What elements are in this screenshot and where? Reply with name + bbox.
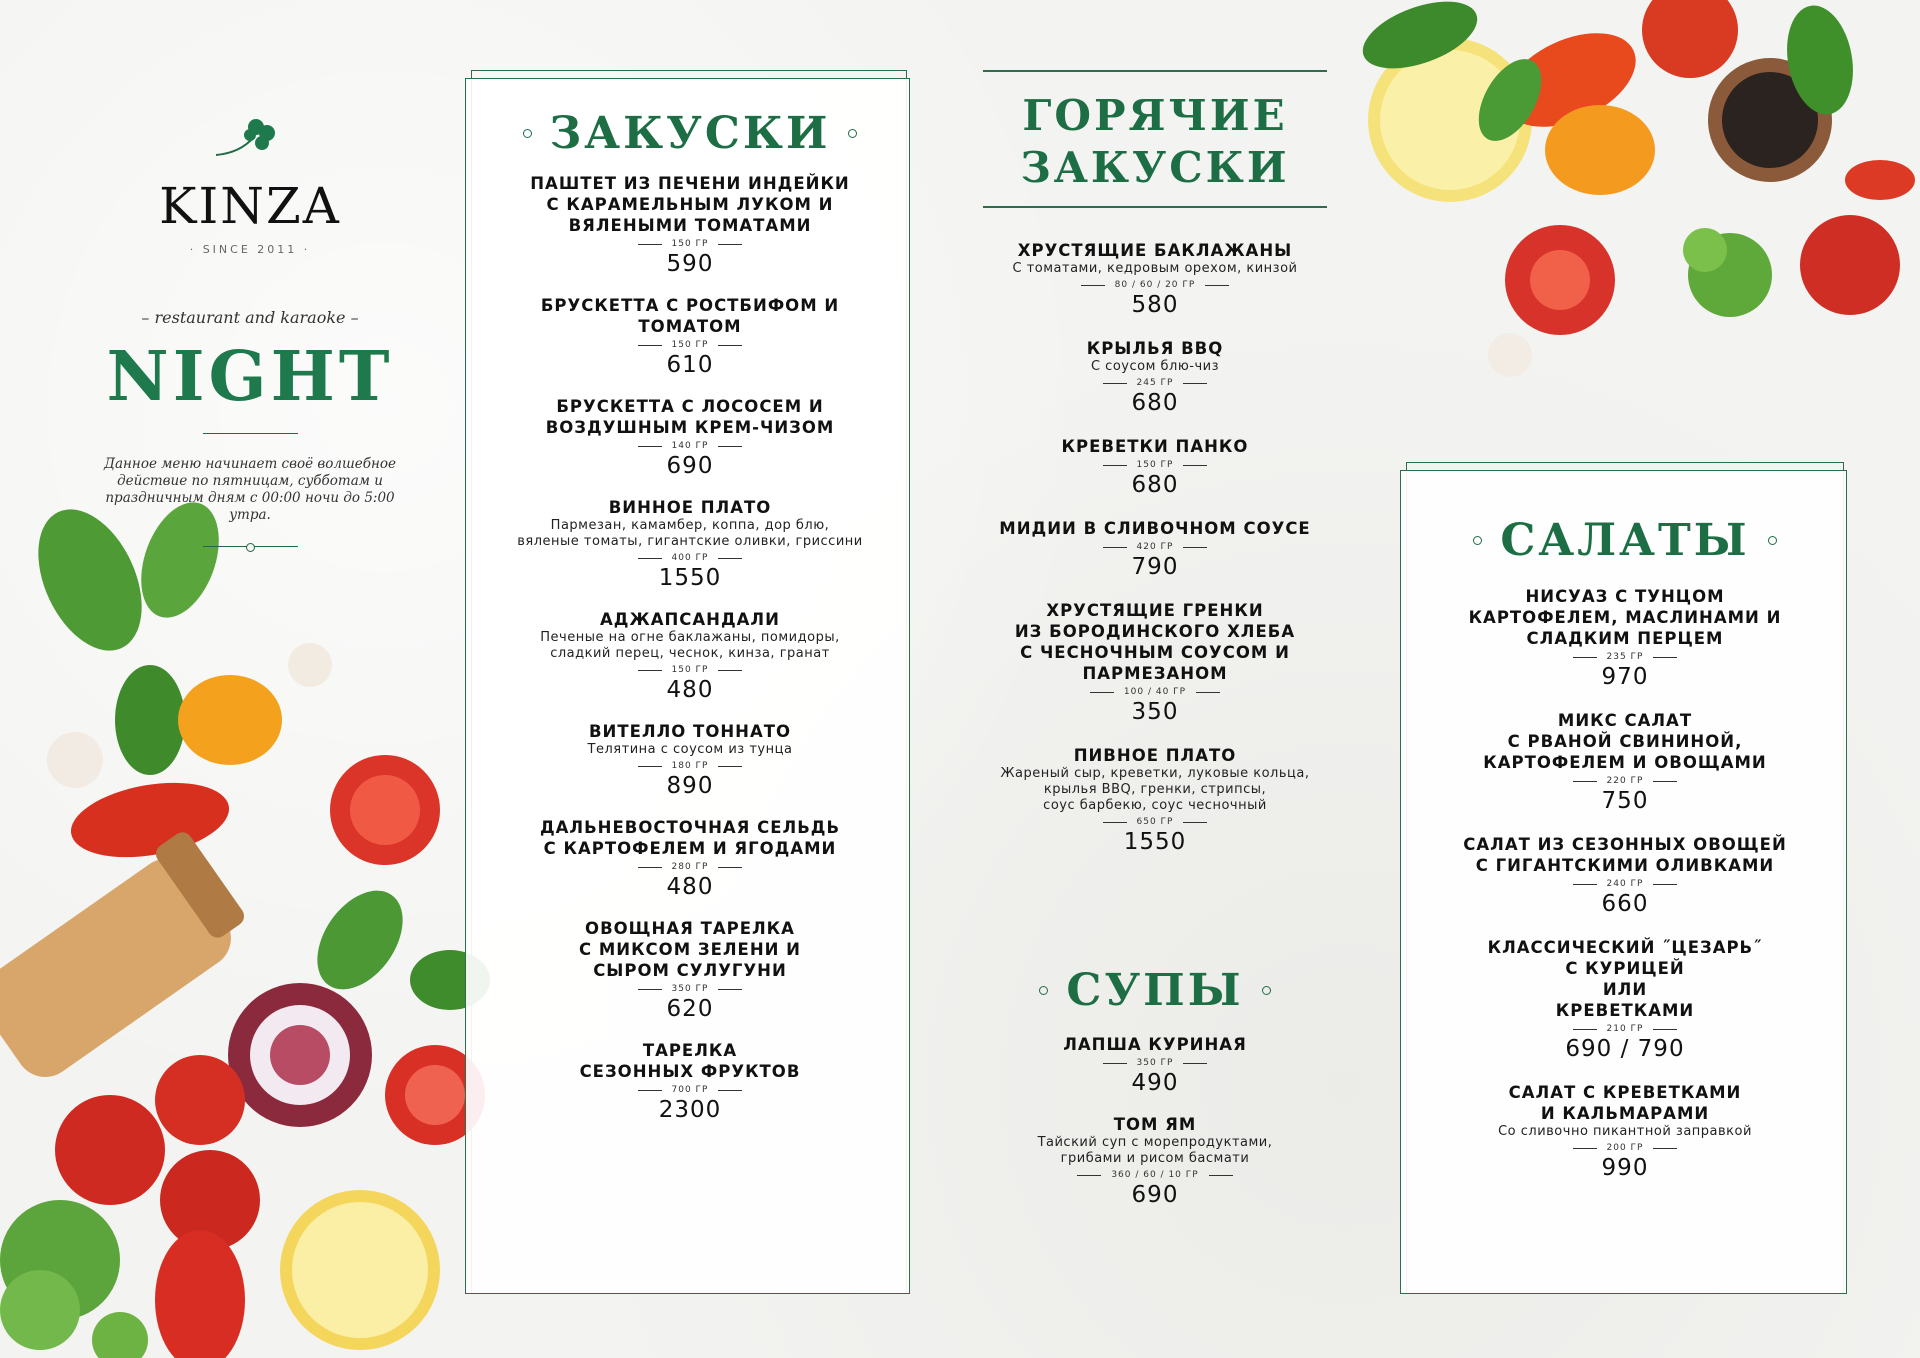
item-price: 2300 [658,1097,722,1123]
item-price: 690 [1131,1182,1179,1208]
rule-top [983,70,1327,72]
menu-headline: NIGHT [106,337,394,417]
section-title: ЗАКУСКИ [470,108,910,159]
item-description: Печеные на огне баклажаны, помидоры, сладкий перец, чеснок, кинза, гранат [540,630,840,661]
menu-item [1405,834,1845,917]
item-price: 970 [1601,664,1649,690]
item-name: ЛАПША КУРИНАЯ [1063,1035,1247,1054]
menu-item [1405,586,1845,690]
menu-item [470,173,910,277]
menu-item [975,240,1335,318]
item-weight: 150 ГР [470,665,910,675]
menu-item [975,600,1335,725]
item-price: 680 [1131,472,1179,498]
item-name: ТОМ ЯМ [1113,1115,1197,1134]
item-price: 1550 [658,565,722,591]
bullet-icon [523,129,532,138]
item-price: 890 [666,773,714,799]
section-soups [975,965,1335,1208]
item-name: БРУСКЕТТА С РОСТБИФОМ И ТОМАТОМ [540,296,840,336]
item-price: 690 [666,453,714,479]
item-list [470,173,910,1123]
menu-item [470,295,910,378]
bullet-icon [1262,986,1271,995]
brand-tagline: – restaurant and karaoke – [141,308,359,327]
item-name: МИКС САЛАТ С РВАНОЙ СВИНИНОЙ, КАРТОФЕЛЕМ И ОВОЩАМИ [1483,711,1767,772]
menu-item [470,497,910,591]
section-zakuski [470,108,910,1123]
divider [203,546,298,547]
item-price: 490 [1131,1070,1179,1096]
item-price: 580 [1131,292,1179,318]
item-weight: 200 ГР [1405,1143,1845,1153]
item-price: 480 [666,677,714,703]
item-weight: 350 ГР [975,1058,1335,1068]
item-price: 690 / 790 [1565,1036,1685,1062]
menu-item [470,1040,910,1123]
item-name: АДЖАПСАНДАЛИ [600,610,780,629]
item-price: 1550 [1123,829,1187,855]
item-description: Телятина с соусом из тунца [587,742,793,757]
item-list [975,1034,1335,1208]
list-hot-wrap [975,240,1335,855]
item-name: ПАШТЕТ ИЗ ПЕЧЕНИ ИНДЕЙКИ С КАРАМЕЛЬНЫМ ЛУКОМ И ВЯЛЕНЫМИ ТОМАТАМИ [530,174,850,235]
menu-item [1405,1082,1845,1181]
item-weight: 650 ГР [975,817,1335,827]
section-title: ГОРЯЧИЕ ЗАКУСКИ [1020,91,1290,192]
menu-item [1405,937,1845,1062]
item-name: КРЕВЕТКИ ПАНКО [1061,437,1249,456]
section-salads [1405,515,1845,1181]
item-weight: 180 ГР [470,761,910,771]
item-weight: 700 ГР [470,1085,910,1095]
item-list [975,240,1335,855]
item-weight: 150 ГР [470,340,910,350]
menu-item [975,518,1335,580]
menu-item [975,1034,1335,1096]
menu-item [470,918,910,1022]
item-name: ПИВНОЕ ПЛАТО [1073,746,1237,765]
item-weight: 100 / 40 ГР [975,687,1335,697]
menu-item [975,745,1335,855]
brand-block [90,115,410,547]
brand-since: · SINCE 2011 · [189,243,311,256]
bullet-icon [1768,536,1777,545]
menu-item [975,436,1335,498]
cilantro-logo-icon [210,115,290,163]
brand-name: KINZA [159,177,341,235]
item-price: 610 [666,352,714,378]
item-weight: 280 ГР [470,862,910,872]
item-description: Со сливочно пикантной заправкой [1498,1124,1752,1139]
item-description: Тайский суп с морепродуктами, грибами и рисом басмати [1037,1135,1273,1166]
section-hot [985,90,1325,194]
item-weight: 150 ГР [470,239,910,249]
item-weight: 235 ГР [1405,652,1845,662]
item-weight: 140 ГР [470,441,910,451]
item-name: ТАРЕЛКА СЕЗОННЫХ ФРУКТОВ [579,1041,801,1081]
item-name: ХРУСТЯЩИЕ БАКЛАЖАНЫ [1017,241,1293,260]
item-price: 350 [1131,699,1179,725]
item-weight: 350 ГР [470,984,910,994]
item-name: НИСУАЗ С ТУНЦОМ КАРТОФЕЛЕМ, МАСЛИНАМИ И СЛАДКИМ ПЕРЦЕМ [1468,587,1782,648]
item-description: С томатами, кедровым орехом, кинзой [1012,261,1298,276]
item-name: ДАЛЬНЕВОСТОЧНАЯ СЕЛЬДЬ С КАРТОФЕЛЕМ И ЯГОДАМИ [539,818,841,858]
item-price: 620 [666,996,714,1022]
item-description: С соусом блю-чиз [1090,359,1220,374]
bullet-icon [1039,986,1048,995]
item-price: 680 [1131,390,1179,416]
item-name: КЛАССИЧЕСКИЙ ˝ЦЕЗАРЬ˝ С КУРИЦЕЙ ИЛИ КРЕВЕТКАМИ [1487,938,1763,1020]
item-name: КРЫЛЬЯ BBQ [1086,339,1224,358]
section-title: СУПЫ [975,965,1335,1016]
item-weight: 80 / 60 / 20 ГР [975,280,1335,290]
item-weight: 420 ГР [975,542,1335,552]
item-name: ВИТЕЛЛО ТОННАТО [588,722,792,741]
item-weight: 240 ГР [1405,879,1845,889]
menu-intro: Данное меню начинает своё волшебное действие по пятницам, субботам и праздничным дням с 00:00 ночи до 5:00 утра. [104,456,396,523]
bullet-icon [848,129,857,138]
item-name: САЛАТ С КРЕВЕТКАМИ И КАЛЬМАРАМИ [1508,1083,1742,1123]
menu-item [470,396,910,479]
item-description: Жареный сыр, креветки, луковые кольца, крылья BBQ, гренки, стрипсы, соус барбекю, соус чесночный [1000,766,1310,813]
item-weight: 245 ГР [975,378,1335,388]
menu-item [470,817,910,900]
item-weight: 400 ГР [470,553,910,563]
menu-item [470,609,910,703]
item-weight: 150 ГР [975,460,1335,470]
item-name: БРУСКЕТТА С ЛОСОСЕМ И ВОЗДУШНЫМ КРЕМ-ЧИЗОМ [545,397,835,437]
item-name: МИДИИ В СЛИВОЧНОМ СОУСЕ [999,519,1311,538]
item-price: 990 [1601,1155,1649,1181]
item-price: 480 [666,874,714,900]
menu-item [470,721,910,799]
item-price: 750 [1601,788,1649,814]
item-price: 590 [666,251,714,277]
item-name: ХРУСТЯЩИЕ ГРЕНКИ ИЗ БОРОДИНСКОГО ХЛЕБА С ЧЕСНОЧНЫМ СОУСОМ И ПАРМЕЗАНОМ [1014,601,1296,683]
item-name: САЛАТ ИЗ СЕЗОННЫХ ОВОЩЕЙ С ГИГАНТСКИМИ ОЛИВКАМИ [1463,835,1787,875]
bullet-icon [1473,536,1482,545]
section-title: САЛАТЫ [1405,515,1845,566]
item-price: 790 [1131,554,1179,580]
divider [203,433,298,434]
rule-bottom [983,206,1327,208]
menu-item [975,338,1335,416]
item-weight: 220 ГР [1405,776,1845,786]
item-weight: 360 / 60 / 10 ГР [975,1170,1335,1180]
item-name: ВИННОЕ ПЛАТО [608,498,772,517]
item-price: 660 [1601,891,1649,917]
item-description: Пармезан, камамбер, коппа, дор блю, вяленые томаты, гигантские оливки, гриссини [517,518,863,549]
menu-item [975,1114,1335,1208]
item-name: ОВОЩНАЯ ТАРЕЛКА С МИКСОМ ЗЕЛЕНИ И СЫРОМ СУЛУГУНИ [578,919,801,980]
item-list [1405,586,1845,1181]
item-weight: 210 ГР [1405,1024,1845,1034]
menu-item [1405,710,1845,814]
